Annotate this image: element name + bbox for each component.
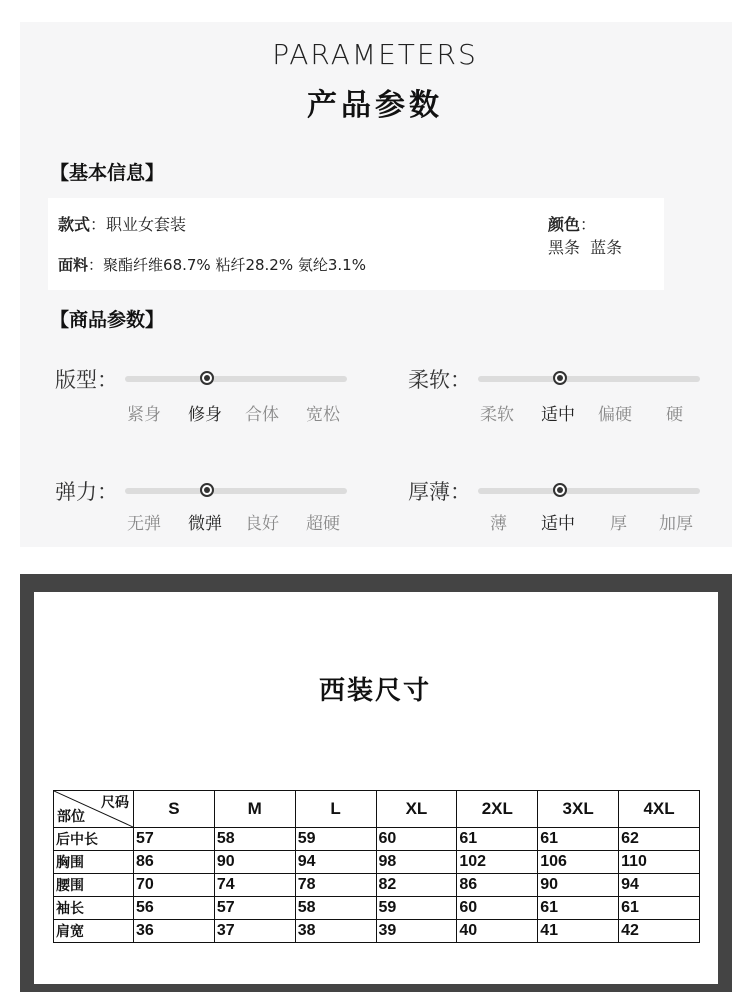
param-fit-option: 紧身 [127, 405, 161, 425]
table-cell: 42 [619, 920, 700, 943]
fabric-colon: ： [88, 256, 104, 274]
table-row [54, 874, 700, 897]
table-cell: 61 [619, 897, 700, 920]
param-softness-options [478, 400, 718, 424]
fabric-label: 面料 [58, 256, 89, 274]
size-header-cell: 2XL [457, 791, 538, 828]
basic-info-box [48, 198, 664, 290]
table-row [54, 920, 700, 943]
size-header-cell: XL [376, 791, 457, 828]
row-label: 袖长 [54, 897, 134, 920]
table-cell: 39 [376, 920, 457, 943]
param-thickness-option: 加厚 [659, 514, 693, 534]
table-cell: 94 [619, 874, 700, 897]
size-chart-title: 西装尺寸 [318, 676, 431, 706]
param-elasticity-options [125, 509, 365, 533]
table-cell: 58 [214, 828, 295, 851]
param-thickness-option-selected: 适中 [541, 514, 575, 534]
table-cell: 59 [376, 897, 457, 920]
table-row [54, 851, 700, 874]
param-fit-track [125, 376, 347, 382]
corner-part-label: 部位 [57, 808, 85, 824]
color-colon: ： [580, 215, 597, 234]
param-softness [408, 364, 708, 434]
fabric-value: 聚酯纤维68.7% 粘纤28.2% 氨纶3.1% [103, 256, 366, 274]
table-cell: 78 [295, 874, 376, 897]
table-cell: 74 [214, 874, 295, 897]
param-fit-option: 宽松 [306, 405, 340, 425]
param-thickness [408, 476, 708, 546]
color-value: 黑条 蓝条 [548, 238, 623, 257]
param-softness-option-selected: 适中 [541, 405, 575, 425]
param-softness-option: 柔软 [480, 405, 514, 425]
table-cell: 70 [134, 874, 215, 897]
param-softness-option: 硬 [666, 405, 683, 425]
param-thickness-option: 薄 [490, 514, 507, 534]
param-elasticity [55, 476, 355, 546]
param-thickness-option: 厚 [610, 514, 627, 534]
table-cell: 60 [376, 828, 457, 851]
table-cell: 61 [457, 828, 538, 851]
param-fit-options [125, 400, 365, 424]
size-table [53, 790, 700, 943]
param-elasticity-option: 超硬 [306, 514, 340, 534]
size-table-corner [54, 791, 134, 828]
size-header-cell: M [214, 791, 295, 828]
style-colon: ： [90, 215, 107, 234]
param-elasticity-option: 良好 [245, 514, 279, 534]
table-cell: 90 [538, 874, 619, 897]
param-fit-knob [200, 371, 214, 385]
table-cell: 106 [538, 851, 619, 874]
style-value: 职业女套装 [106, 215, 187, 234]
param-elasticity-knob [200, 483, 214, 497]
param-elasticity-option: 无弹 [127, 514, 161, 534]
param-softness-label: 柔软： [408, 368, 471, 392]
table-cell: 98 [376, 851, 457, 874]
size-header-cell: 3XL [538, 791, 619, 828]
param-fit-option: 合体 [245, 405, 279, 425]
size-header-cell: S [134, 791, 215, 828]
param-elasticity-label: 弹力： [55, 480, 118, 504]
size-header-cell: 4XL [619, 791, 700, 828]
param-elasticity-option-selected: 微弹 [188, 514, 222, 534]
table-cell: 56 [134, 897, 215, 920]
table-cell: 82 [376, 874, 457, 897]
row-label: 肩宽 [54, 920, 134, 943]
param-softness-option: 偏硬 [598, 405, 632, 425]
parameters-cn-title: 产品参数 [307, 88, 443, 123]
param-thickness-track [478, 488, 700, 494]
table-cell: 41 [538, 920, 619, 943]
table-cell: 86 [457, 874, 538, 897]
style-line [58, 212, 186, 235]
param-fit-label: 版型： [55, 368, 118, 392]
param-elasticity-track [125, 488, 347, 494]
fabric-line [58, 254, 366, 275]
table-row [54, 897, 700, 920]
table-cell: 57 [214, 897, 295, 920]
table-cell: 40 [457, 920, 538, 943]
table-cell: 90 [214, 851, 295, 874]
param-thickness-options [478, 509, 718, 533]
table-row [54, 828, 700, 851]
row-label: 腰围 [54, 874, 134, 897]
size-header-cell: L [295, 791, 376, 828]
table-cell: 110 [619, 851, 700, 874]
table-cell: 102 [457, 851, 538, 874]
product-params-title: 【商品参数】 [50, 309, 165, 331]
table-cell: 57 [134, 828, 215, 851]
size-header-row [54, 791, 700, 828]
param-thickness-label: 厚薄： [408, 480, 471, 504]
table-cell: 60 [457, 897, 538, 920]
table-cell: 61 [538, 897, 619, 920]
param-fit [55, 364, 355, 434]
table-cell: 94 [295, 851, 376, 874]
style-label: 款式 [58, 215, 91, 234]
table-cell: 58 [295, 897, 376, 920]
param-fit-option-selected: 修身 [188, 405, 222, 425]
row-label: 后中长 [54, 828, 134, 851]
table-cell: 36 [134, 920, 215, 943]
param-thickness-knob [553, 483, 567, 497]
color-line [548, 212, 664, 258]
table-cell: 62 [619, 828, 700, 851]
corner-size-label: 尺码 [101, 794, 129, 810]
param-softness-knob [553, 371, 567, 385]
table-cell: 59 [295, 828, 376, 851]
color-label: 颜色 [548, 215, 581, 234]
table-cell: 86 [134, 851, 215, 874]
parameters-en-title: PARAMETERS [272, 38, 478, 71]
param-softness-track [478, 376, 700, 382]
basic-info-title: 【基本信息】 [50, 162, 165, 184]
table-cell: 61 [538, 828, 619, 851]
row-label: 胸围 [54, 851, 134, 874]
table-cell: 37 [214, 920, 295, 943]
table-cell: 38 [295, 920, 376, 943]
